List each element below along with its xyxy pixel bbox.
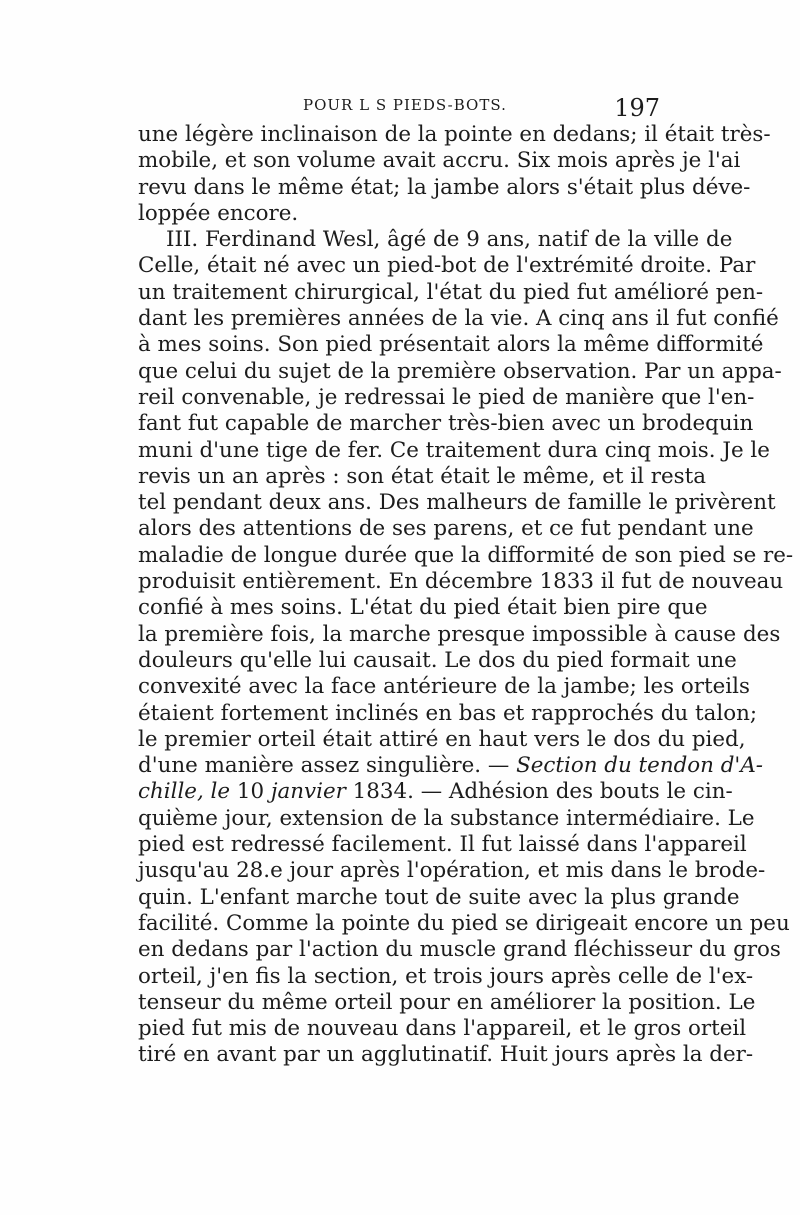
- body-text: [138, 122, 794, 1069]
- text-line: revu dans le même état; la jambe alors s'était plus déve-: [138, 174, 751, 200]
- text-segment: 1834. — Adhésion des bouts le cin-: [345, 779, 733, 805]
- text-line: [138, 753, 763, 779]
- text-line: pied est redressé facilement. Il fut laissé dans l'appareil: [138, 832, 747, 858]
- italic-text: janvier: [270, 779, 346, 805]
- text-line: tiré en avant par un agglutinatif. Huit jours après la der-: [138, 1042, 754, 1068]
- text-line: que celui du sujet de la première observation. Par un appa-: [138, 358, 782, 384]
- text-line: orteil, j'en fis la section, et trois jours après celle de l'ex-: [138, 963, 754, 989]
- text-line: maladie de longue durée que la difformité de son pied se re-: [138, 542, 794, 568]
- text-segment: d'une manière assez singulière. —: [138, 753, 510, 779]
- text-line: quième jour, extension de la substance intermédiaire. Le: [138, 805, 755, 831]
- italic-text: chille, le: [138, 779, 231, 805]
- text-line: loppée encore.: [138, 200, 299, 226]
- text-line: convexité avec la face antérieure de la jambe; les orteils: [138, 674, 750, 700]
- page-number: 197: [614, 94, 660, 122]
- text-line: dant les premières années de la vie. A cinq ans il fut confié: [138, 306, 779, 332]
- text-line: une légère inclinaison de la pointe en dedans; il était très-: [138, 122, 771, 147]
- text-line: [138, 779, 733, 805]
- text-line: étaient fortement inclinés en bas et rapprochés du talon;: [138, 700, 758, 726]
- text-line: Celle, était né avec un pied-bot de l'extrémité droite. Par: [138, 253, 756, 279]
- text-line: quin. L'enfant marche tout de suite avec la plus grande: [138, 884, 740, 910]
- text-line: à mes soins. Son pied présentait alors la même difformité: [138, 332, 764, 358]
- text-line: alors des attentions de ses parens, et ce fut pendant une: [138, 516, 754, 542]
- text-line: facilité. Comme la pointe du pied se dirigeait encore un peu: [138, 910, 790, 936]
- text-line: un traitement chirurgical, l'état du pied fut amélioré pen-: [138, 279, 764, 305]
- text-line: en dedans par l'action du muscle grand fléchisseur du gros: [138, 937, 781, 963]
- text-line: fant fut capable de marcher très-bien avec un brodequin: [138, 411, 754, 437]
- text-line: muni d'une tige de fer. Ce traitement dura cinq mois. Je le: [138, 437, 770, 463]
- italic-text: Section du tendon d'A-: [516, 753, 763, 779]
- text-line: douleurs qu'elle lui causait. Le dos du pied formait une: [138, 647, 737, 673]
- text-line: la première fois, la marche presque impossible à cause des: [138, 621, 781, 647]
- text-line: tel pendant deux ans. Des malheurs de famille le privèrent: [138, 490, 776, 516]
- running-head: POUR L S PIEDS-BOTS.: [303, 96, 507, 114]
- text-line: III. Ferdinand Wesl, âgé de 9 ans, natif de la ville de: [166, 227, 733, 253]
- text-segment: 10: [230, 779, 271, 805]
- text-line: pied fut mis de nouveau dans l'appareil, et le gros orteil: [138, 1016, 747, 1042]
- text-line: reil convenable, je redressai le pied de manière que l'en-: [138, 384, 755, 410]
- text-line: confié à mes soins. L'état du pied était bien pire que: [138, 595, 708, 621]
- text-line: produisit entièrement. En décembre 1833 il fut de nouveau: [138, 569, 784, 595]
- text-line: jusqu'au 28.e jour après l'opération, et mis dans le brode-: [138, 858, 766, 884]
- text-line: revis un an après : son état était le même, et il resta: [138, 463, 706, 489]
- text-line: le premier orteil était attiré en haut vers le dos du pied,: [138, 726, 746, 752]
- text-line: mobile, et son volume avait accru. Six mois après je l'ai: [138, 148, 741, 174]
- text-line: tenseur du même orteil pour en améliorer la position. Le: [138, 989, 756, 1015]
